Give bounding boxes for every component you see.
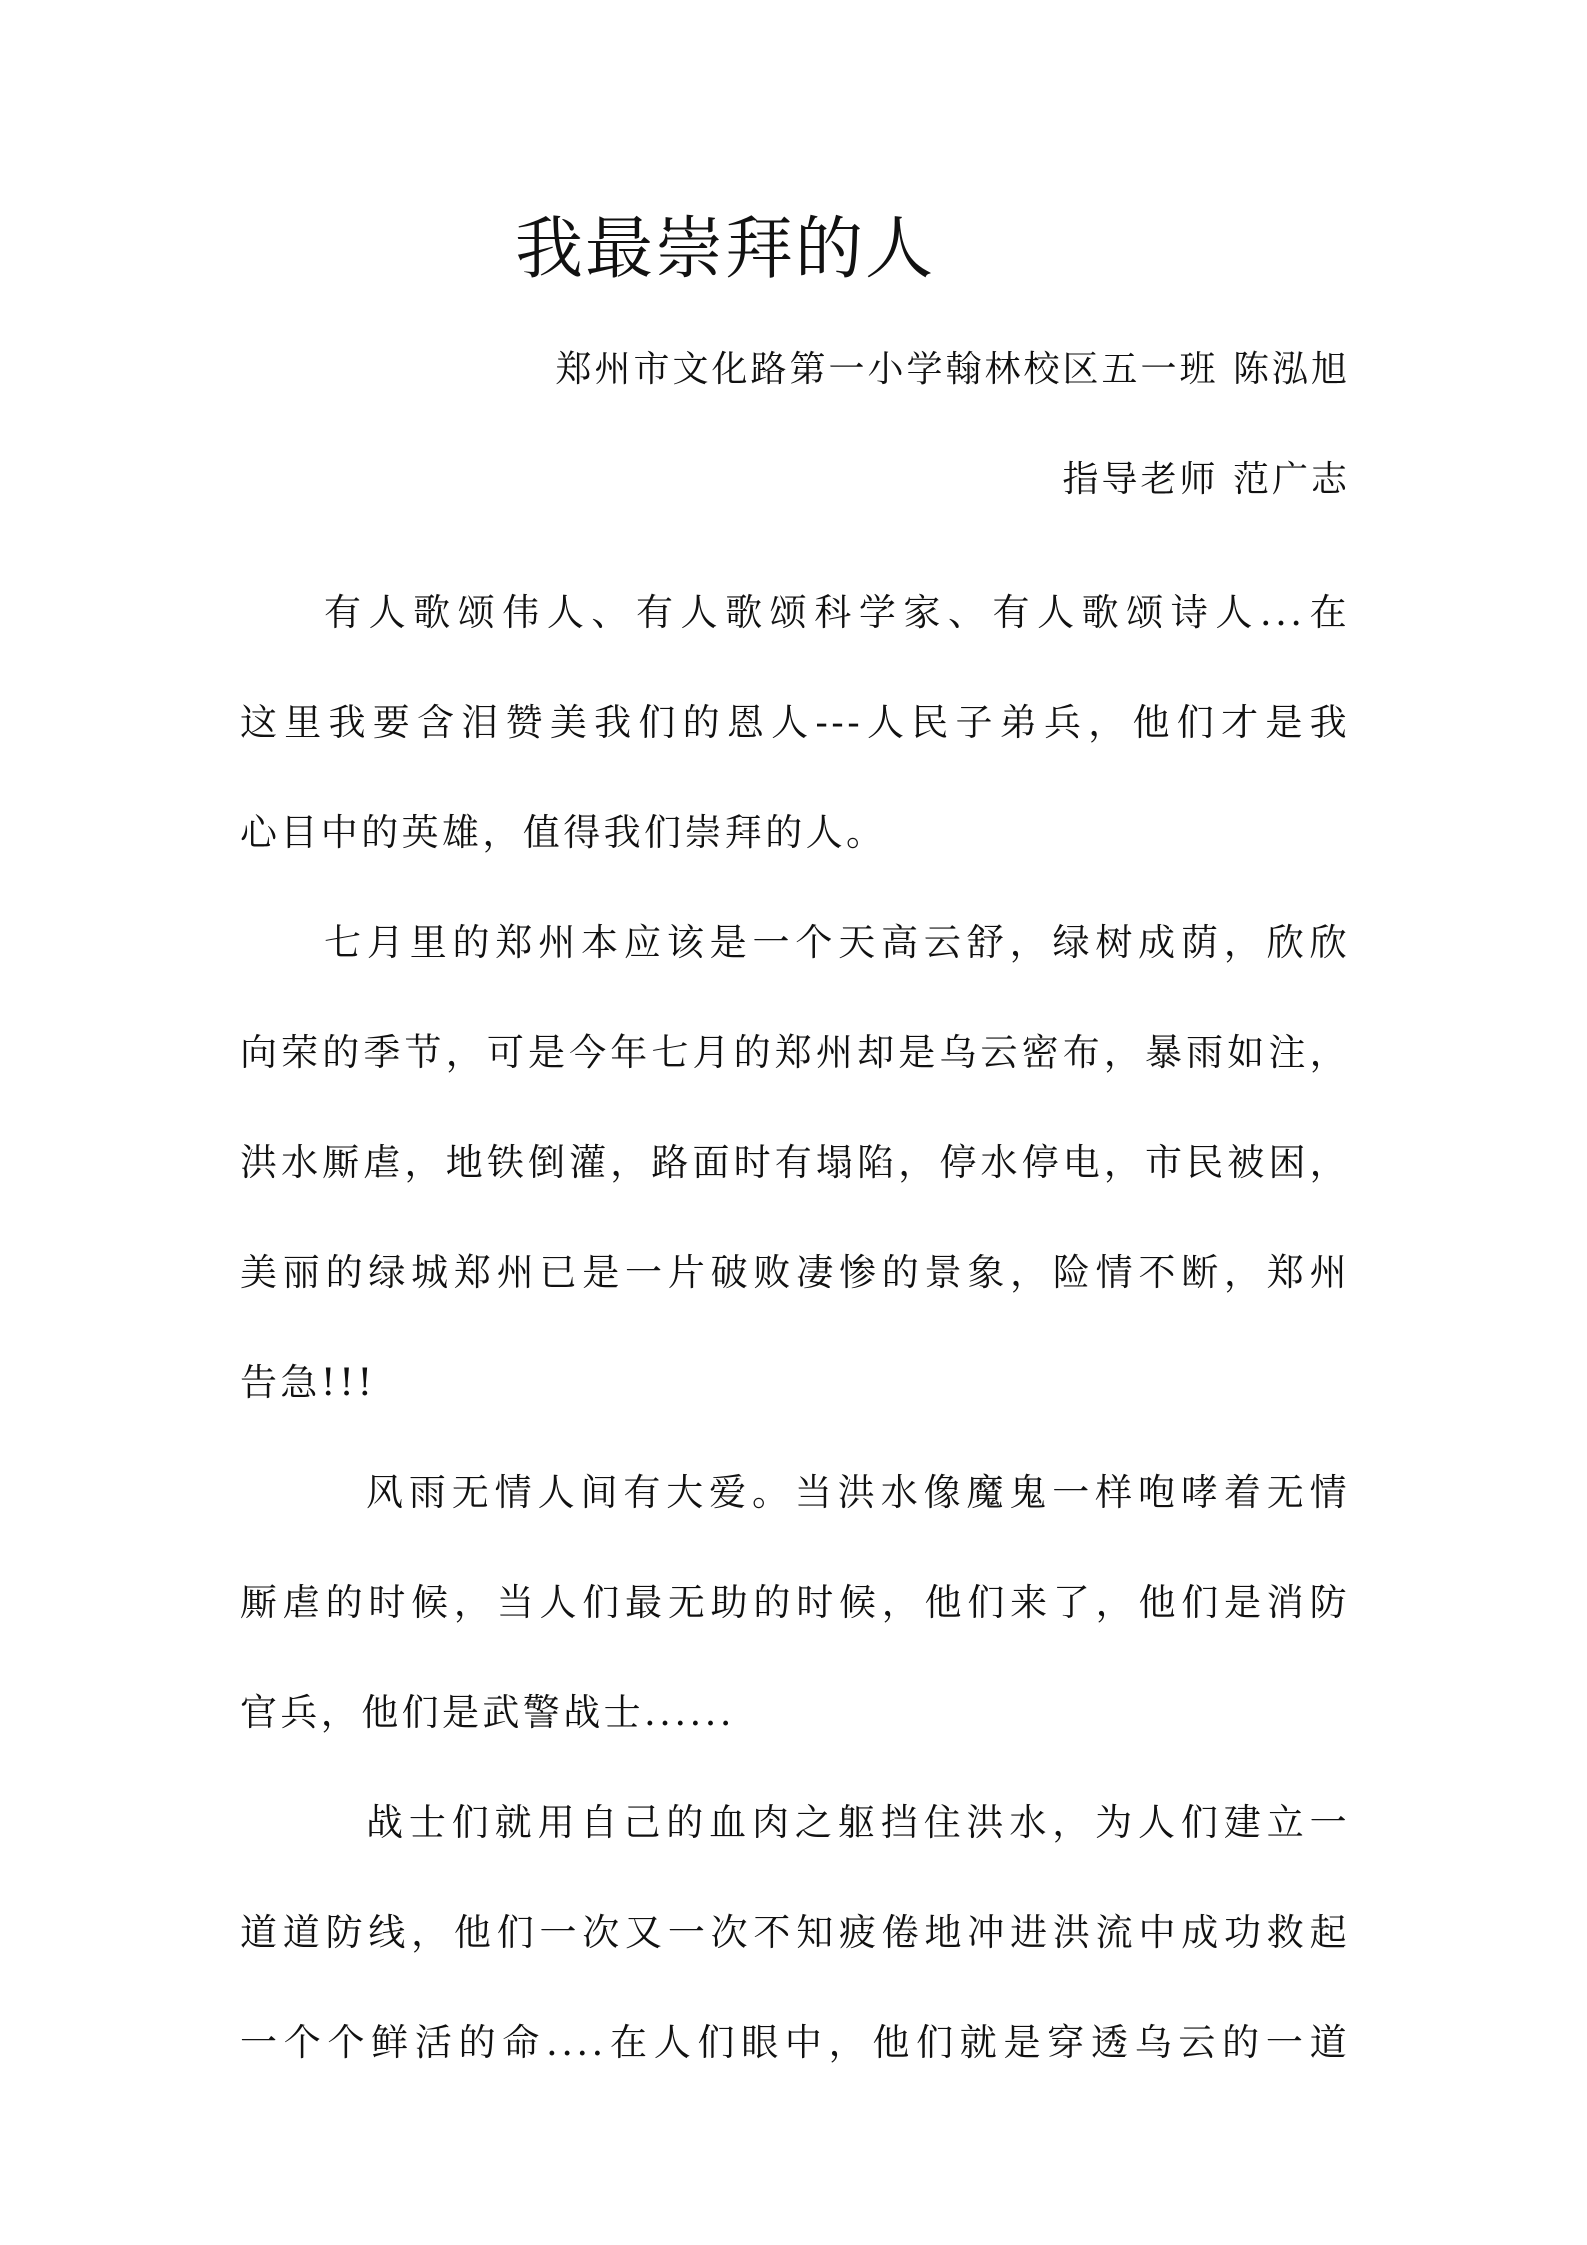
paragraph-line: 风雨无情人间有大爱。当洪水像魔鬼一样咆哮着无情 [366, 1471, 1350, 1514]
paragraph-4 [240, 1768, 1350, 2098]
paragraph-line: 这里我要含泪赞美我们的恩人---人民子弟兵，他们才是我 [240, 701, 1350, 744]
paragraph-line: 道道防线，他们一次又一次不知疲倦地冲进洪流中成功救起 [240, 1911, 1350, 1954]
paragraph-line: 官兵，他们是武警战士...... [240, 1691, 735, 1734]
paragraph-2 [240, 888, 1350, 1438]
paragraph-1 [240, 558, 1350, 888]
paragraph-line: 战士们就用自己的血肉之躯挡住洪水，为人们建立一 [366, 1801, 1350, 1844]
document-title: 我最崇拜的人 [514, 210, 935, 289]
paragraph-line: 心目中的英雄，值得我们崇拜的人。 [240, 811, 887, 854]
paragraph-line: 告急!!! [240, 1361, 376, 1404]
paragraph-line: 洪水厮虐，地铁倒灌，路面时有塌陷，停水停电，市民被困， [240, 1141, 1350, 1184]
paragraph-3 [240, 1438, 1350, 1768]
essay-body [240, 558, 1350, 2098]
paragraph-line: 一个个鲜活的命....在人们眼中，他们就是穿透乌云的一道 [240, 2021, 1350, 2064]
author-line: 郑州市文化路第一小学翰林校区五一班 陈泓旭 [555, 349, 1350, 390]
paragraph-line: 向荣的季节，可是今年七月的郑州却是乌云密布，暴雨如注， [240, 1031, 1350, 1074]
paragraph-line: 美丽的绿城郑州已是一片破败凄惨的景象，险情不断，郑州 [240, 1251, 1350, 1294]
paragraph-line: 有人歌颂伟人、有人歌颂科学家、有人歌颂诗人...在 [324, 591, 1350, 634]
paragraph-line: 厮虐的时候，当人们最无助的时候，他们来了，他们是消防 [240, 1581, 1350, 1624]
paragraph-line: 七月里的郑州本应该是一个天高云舒，绿树成荫，欣欣 [324, 921, 1350, 964]
teacher-line: 指导老师 范广志 [1062, 459, 1350, 500]
